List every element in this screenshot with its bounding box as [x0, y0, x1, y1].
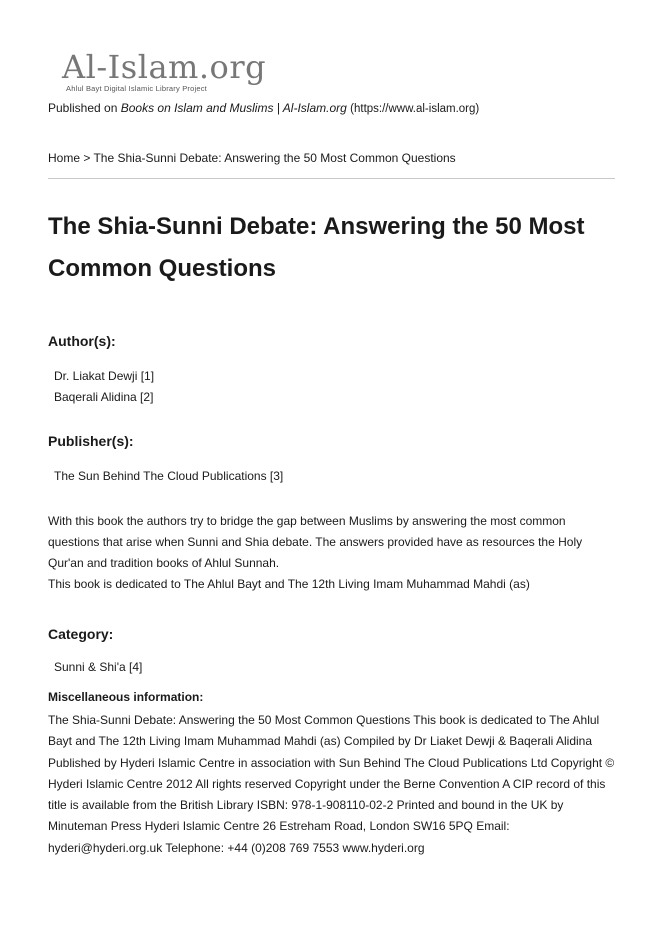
misc-heading: Miscellaneous information:	[48, 690, 204, 704]
published-url[interactable]: (https://www.al-islam.org)	[350, 103, 480, 115]
description-text: With this book the authors try to bridge the gap between Muslims by answering the most common questions that arise when Sunni and Shia debate. The answers provided have as resources the Holy Qur'an and tradition books of Ahlul Sunnah.	[48, 514, 583, 570]
logo-text: Al-Islam.org	[62, 48, 267, 86]
published-line	[48, 101, 479, 115]
category-item[interactable]: Sunni & Shi'a [4]	[54, 660, 143, 674]
page-title: The Shia-Sunni Debate: Answering the 50 Most Common Questions	[48, 213, 585, 282]
author-item[interactable]: Dr. Liakat Dewji [1]	[54, 369, 155, 383]
publishers-heading: Publisher(s):	[48, 433, 134, 449]
category-list	[54, 657, 142, 678]
logo-subtitle: Ahlul Bayt Digital Islamic Library Project	[66, 84, 207, 93]
breadcrumb[interactable]: Home > The Shia-Sunni Debate: Answering the 50 Most Common Questions	[48, 151, 456, 165]
publisher-item[interactable]: The Sun Behind The Cloud Publications [3]	[54, 469, 284, 483]
authors-heading: Author(s):	[48, 333, 116, 349]
header-divider	[48, 178, 615, 179]
published-site-link[interactable]: Books on Islam and Muslims | Al-Islam.org	[120, 101, 347, 115]
site-logo[interactable]	[62, 50, 266, 93]
dedication-text: This book is dedicated to The Ahlul Bayt and The 12th Living Imam Muhammad Mahdi (as)	[48, 577, 530, 591]
misc-text: The Shia-Sunni Debate: Answering the 50 Most Common Questions This book is dedicated to The Ahlul Bayt and The 12th Living Imam Muhammad Mahdi (as) Compiled by Dr Liaket Dewji & Baqerali Alidina Published by Hyderi Islamic Centre in association with Sun Behind The Cloud Publications Ltd Copyright © Hyderi Islamic Centre 2012 All rights reserved Copyright under the Berne Convention A CIP record of this title is available from the British Library ISBN: 978-1-908110-02-2 Printed and bound in the UK by Minuteman Press Hyderi Islamic Centre 26 Estreham Road, London SW16 5PQ Email: hyderi@hyderi.org.uk Telephone: +44 (0)208 769 7553 www.hyderi.org	[48, 713, 615, 855]
book-description	[48, 511, 618, 595]
author-item[interactable]: Baqerali Alidina [2]	[54, 390, 154, 404]
category-heading: Category:	[48, 626, 114, 642]
authors-list	[54, 366, 154, 408]
published-prefix: Published on	[48, 101, 121, 115]
publishers-list	[54, 466, 283, 487]
